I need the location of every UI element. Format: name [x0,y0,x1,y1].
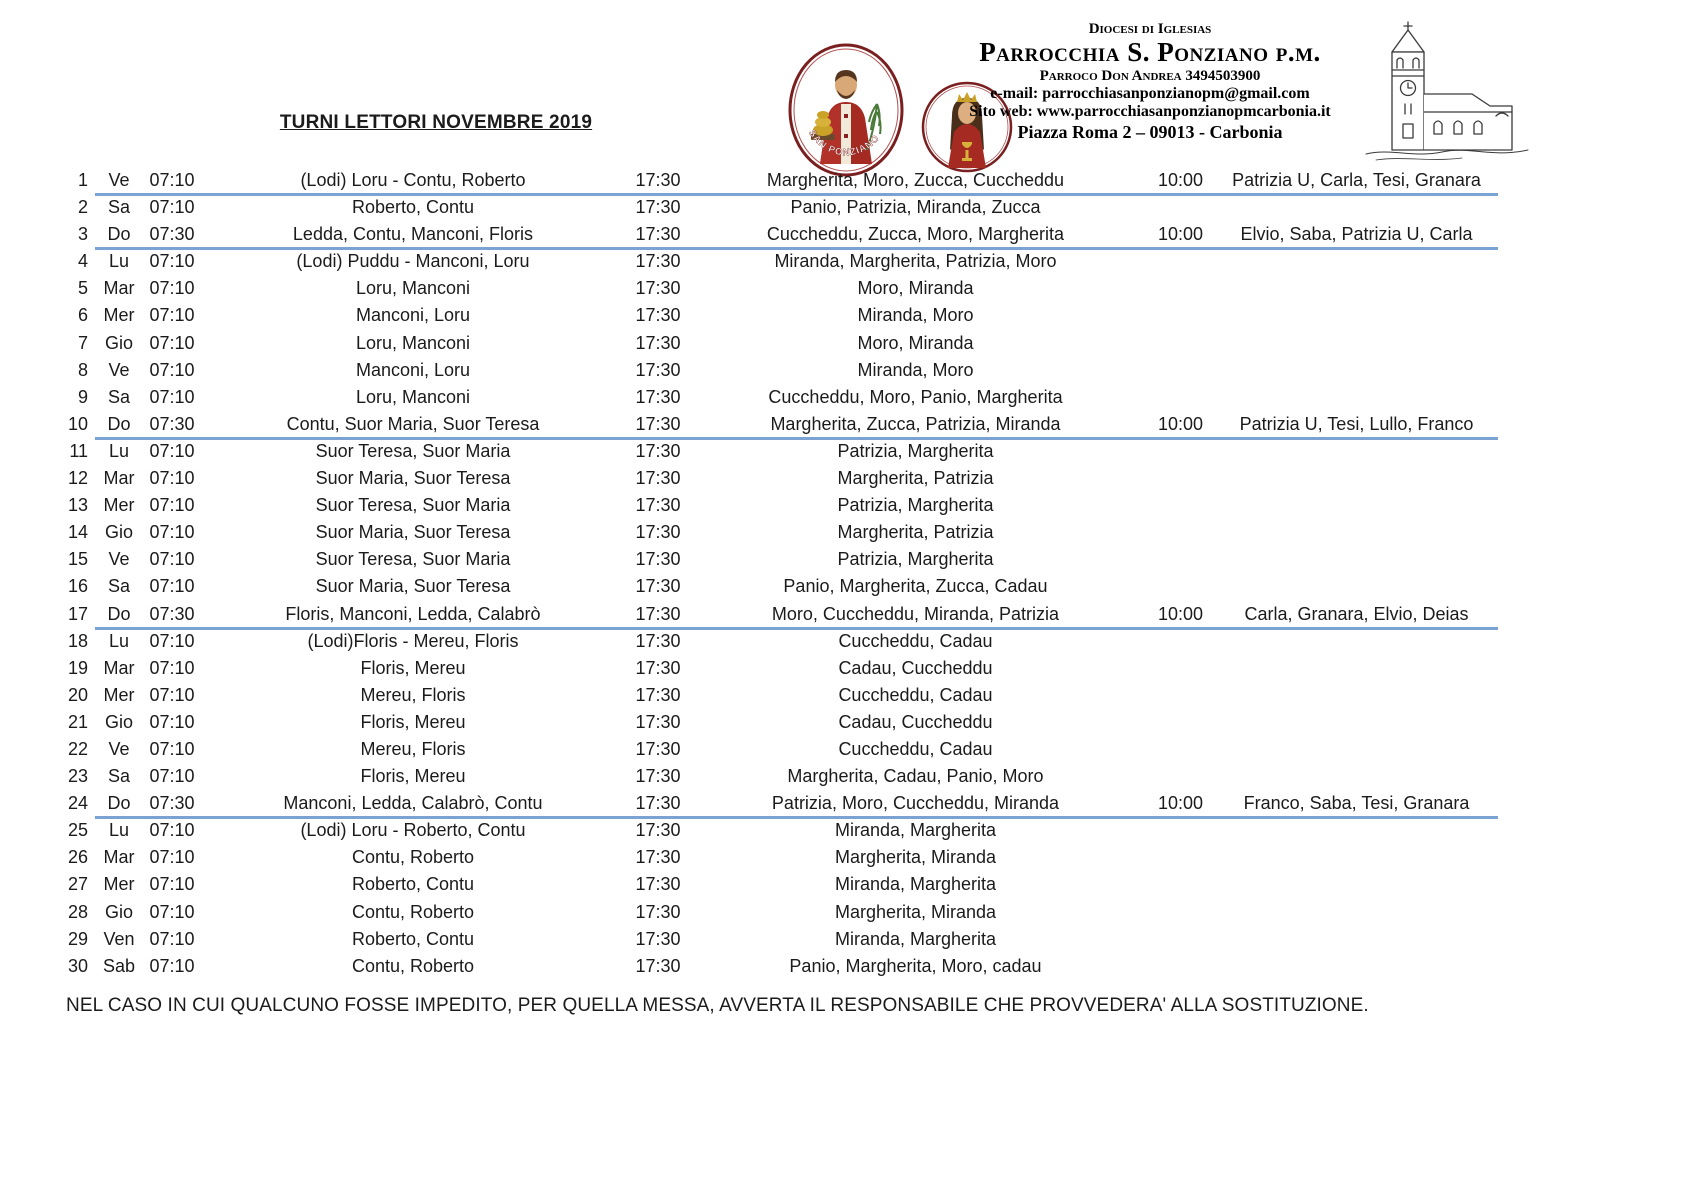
cell-morning-lectors: Contu, Roberto [351,901,475,922]
cell-evening-time: 17:30 [635,630,681,651]
cell-morning-time: 07:10 [149,766,195,787]
schedule-row [58,763,1500,790]
cell-day-abbrev: Ven [103,928,135,949]
cell-evening-time: 17:30 [635,278,681,299]
schedule-row [58,601,1500,628]
cell-day-number: 27 [67,874,88,895]
cell-evening-lectors: Patrizia, Margherita [837,495,994,516]
cell-morning-time: 07:10 [149,576,195,597]
cell-day-abbrev: Do [107,413,131,434]
cell-day-abbrev: Mar [103,278,135,299]
church-drawing [1362,20,1532,168]
cell-morning-lectors: Loru, Manconi [355,386,471,407]
cell-day-number: 15 [67,549,88,570]
cell-morning-lectors: Roberto, Contu [351,928,475,949]
cell-evening-lectors: Patrizia, Margherita [837,549,994,570]
cell-morning-lectors: Roberto, Contu [351,874,475,895]
cell-day-number: 16 [67,576,88,597]
schedule-row [58,628,1500,655]
schedule-row [58,357,1500,384]
schedule-row [58,519,1500,546]
cell-day-number: 17 [67,603,88,624]
cell-morning-time: 07:10 [149,251,195,272]
cell-late-morning-lectors: Franco, Saba, Tesi, Granara [1243,793,1470,814]
cell-day-abbrev: Mar [103,657,135,678]
cell-morning-time: 07:30 [149,413,195,434]
cell-evening-time: 17:30 [635,603,681,624]
schedule-row [58,330,1500,357]
schedule-row [58,194,1500,221]
cell-evening-lectors: Cuccheddu, Zucca, Moro, Margherita [766,224,1065,245]
schedule-row [58,384,1500,411]
schedule-table [58,167,1500,980]
cell-morning-lectors: Mereu, Floris [360,738,466,759]
cell-morning-time: 07:10 [149,386,195,407]
parish-header [940,20,1360,143]
cell-day-number: 10 [67,413,88,434]
cell-morning-lectors: (Lodi) Loru - Contu, Roberto [300,170,526,190]
schedule-row [58,248,1500,275]
cell-evening-time: 17:30 [635,386,681,407]
cell-day-abbrev: Gio [104,901,133,922]
cell-day-abbrev: Lu [108,630,130,651]
cell-day-number: 9 [77,386,88,407]
cell-evening-time: 17:30 [635,955,681,976]
cell-evening-lectors: Miranda, Margherita, Patrizia, Moro [774,251,1057,272]
schedule-row [58,465,1500,492]
cell-morning-time: 07:10 [149,874,195,895]
cell-evening-lectors: Margherita, Zucca, Patrizia, Miranda [770,413,1061,434]
cell-morning-time: 07:10 [149,955,195,976]
cell-late-morning-lectors: Patrizia U, Carla, Tesi, Granara [1232,170,1481,190]
schedule-row [58,573,1500,600]
cell-morning-time: 07:30 [149,603,195,624]
cell-evening-lectors: Miranda, Margherita [834,928,997,949]
cell-evening-time: 17:30 [635,170,681,190]
schedule-row [58,682,1500,709]
cell-late-morning-lectors: Carla, Granara, Elvio, Deias [1244,603,1469,624]
cell-day-number: 24 [67,793,88,814]
cell-evening-lectors: Panio, Margherita, Moro, cadau [789,955,1042,976]
cell-evening-time: 17:30 [635,305,681,326]
cell-evening-lectors: Margherita, Patrizia [837,522,994,543]
schedule-row [58,275,1500,302]
cell-day-number: 12 [67,468,88,489]
cell-morning-time: 07:10 [149,197,195,218]
cell-morning-lectors: Suor Teresa, Suor Maria [315,495,511,516]
cell-day-number: 7 [77,332,88,353]
cell-day-abbrev: Mar [103,847,135,868]
cell-day-abbrev: Mer [103,684,135,705]
cell-evening-lectors: Moro, Miranda [857,332,974,353]
cell-day-number: 30 [67,955,88,976]
cell-day-number: 18 [67,630,88,651]
cell-evening-lectors: Cuccheddu, Cadau [838,630,993,651]
schedule-row [58,899,1500,926]
cell-day-abbrev: Ve [108,738,130,759]
cell-evening-lectors: Panio, Margherita, Zucca, Cadau [783,576,1048,597]
schedule-row [58,492,1500,519]
cell-evening-lectors: Patrizia, Margherita [837,440,994,461]
schedule-row [58,167,1500,194]
cell-morning-time: 07:10 [149,468,195,489]
cell-evening-lectors: Cuccheddu, Cadau [838,738,993,759]
substitution-note: NEL CASO IN CUI QUALCUNO FOSSE IMPEDITO, PER QUELLA MESSA, AVVERTA IL RESPONSABILE CHE PROVVEDERA' ALLA SOSTITUZIONE. [66,995,1369,1016]
cell-evening-time: 17:30 [635,495,681,516]
cell-morning-lectors: Floris, Manconi, Ledda, Calabrò [285,603,541,624]
cell-morning-lectors: Suor Maria, Suor Teresa [315,576,511,597]
schedule-row [58,709,1500,736]
cell-evening-time: 17:30 [635,332,681,353]
cell-evening-time: 17:30 [635,413,681,434]
cell-late-morning-lectors: Elvio, Saba, Patrizia U, Carla [1240,224,1473,245]
cell-day-abbrev: Lu [108,251,130,272]
cell-evening-time: 17:30 [635,874,681,895]
cell-late-morning-lectors: Patrizia U, Tesi, Lullo, Franco [1239,413,1474,434]
cell-day-abbrev: Ve [108,359,130,380]
san-ponziano-medallion-image [787,42,905,178]
cell-evening-lectors: Cuccheddu, Moro, Panio, Margherita [768,386,1063,407]
cell-morning-lectors: Loru, Manconi [355,278,471,299]
cell-morning-time: 07:10 [149,738,195,759]
cell-day-abbrev: Mar [103,468,135,489]
cell-day-abbrev: Do [107,224,131,245]
cell-evening-time: 17:30 [635,928,681,949]
cell-evening-lectors: Cadau, Cuccheddu [838,711,993,732]
cell-day-number: 22 [67,738,88,759]
schedule-row [58,411,1500,438]
cell-morning-time: 07:10 [149,901,195,922]
cell-morning-lectors: Manconi, Ledda, Calabrò, Contu [283,793,543,814]
cell-evening-time: 17:30 [635,440,681,461]
cell-day-number: 20 [67,684,88,705]
cell-evening-lectors: Miranda, Margherita [834,874,997,895]
schedule-row [58,790,1500,817]
cell-day-number: 23 [67,766,88,787]
cell-late-morning-time: 10:00 [1157,793,1204,814]
schedule-row [58,871,1500,898]
schedule-row [58,926,1500,953]
cell-morning-lectors: Contu, Suor Maria, Suor Teresa [286,413,540,434]
cell-day-number: 26 [67,847,88,868]
schedule-row [58,736,1500,763]
cell-evening-time: 17:30 [635,901,681,922]
cell-day-number: 6 [77,305,88,326]
cell-morning-time: 07:10 [149,549,195,570]
cell-evening-lectors: Cuccheddu, Cadau [838,684,993,705]
cell-morning-lectors: Suor Teresa, Suor Maria [315,549,511,570]
cell-evening-lectors: Miranda, Moro [857,359,974,380]
cell-morning-lectors: Floris, Mereu [360,711,466,732]
cell-evening-lectors: Miranda, Moro [857,305,974,326]
cell-day-number: 19 [67,657,88,678]
cell-day-number: 25 [67,820,88,841]
cell-evening-lectors: Cadau, Cuccheddu [838,657,993,678]
cell-day-number: 5 [77,278,88,299]
cell-morning-time: 07:10 [149,495,195,516]
cell-morning-time: 07:10 [149,820,195,841]
cell-evening-time: 17:30 [635,738,681,759]
schedule-row [58,817,1500,844]
cell-morning-lectors: Loru, Manconi [355,332,471,353]
cell-evening-time: 17:30 [635,576,681,597]
cell-evening-time: 17:30 [635,847,681,868]
cell-evening-time: 17:30 [635,684,681,705]
schedule-row [58,953,1500,980]
cell-evening-time: 17:30 [635,657,681,678]
cell-evening-time: 17:30 [635,711,681,732]
cell-day-number: 3 [77,224,88,245]
cell-day-number: 2 [77,197,88,218]
cell-day-abbrev: Gio [104,711,133,732]
cell-morning-lectors: Manconi, Loru [355,359,471,380]
cell-morning-time: 07:10 [149,928,195,949]
cell-morning-lectors: Roberto, Contu [351,197,475,218]
cell-day-number: 8 [77,359,88,380]
cell-evening-time: 17:30 [635,251,681,272]
cell-late-morning-time: 10:00 [1157,170,1204,190]
schedule-row [58,844,1500,871]
cell-late-morning-time: 10:00 [1157,413,1204,434]
cell-morning-time: 07:10 [149,684,195,705]
cell-day-number: 28 [67,901,88,922]
cell-evening-time: 17:30 [635,766,681,787]
cell-morning-time: 07:10 [149,278,195,299]
cell-evening-time: 17:30 [635,522,681,543]
cell-morning-time: 07:10 [149,170,195,190]
cell-day-number: 13 [67,495,88,516]
pastor-line: Parroco Don Andrea 3494503900 [1039,68,1261,84]
cell-morning-lectors: Suor Teresa, Suor Maria [315,440,511,461]
cell-day-abbrev: Gio [104,332,133,353]
schedule-row [58,546,1500,573]
cell-morning-time: 07:10 [149,630,195,651]
cell-evening-lectors: Margherita, Patrizia [837,468,994,489]
parish-name: Parrocchia S. Ponziano p.m. [979,37,1321,67]
cell-morning-time: 07:10 [149,359,195,380]
cell-morning-time: 07:10 [149,522,195,543]
svg-text:SAN PONZIANO: SAN PONZIANO [806,128,882,159]
cell-evening-lectors: Margherita, Miranda [834,847,997,868]
cell-day-abbrev: Lu [108,820,130,841]
schedule-row [58,438,1500,465]
cell-day-abbrev: Mer [103,874,135,895]
cell-day-number: 11 [69,440,88,461]
cell-day-number: 14 [67,522,88,543]
cell-evening-time: 17:30 [635,197,681,218]
cell-evening-lectors: Panio, Patrizia, Miranda, Zucca [790,197,1041,218]
cell-day-abbrev: Sab [102,955,136,976]
website-line: Sito web: www.parrocchiasanponzianopmcarbonia.it [969,103,1331,120]
cell-evening-lectors: Margherita, Moro, Zucca, Cuccheddu [766,170,1065,190]
cell-day-abbrev: Lu [108,440,130,461]
cell-morning-lectors: Ledda, Contu, Manconi, Floris [292,224,534,245]
cell-morning-time: 07:10 [149,711,195,732]
cell-morning-lectors: (Lodi) Loru - Roberto, Contu [300,820,526,841]
cell-evening-lectors: Margherita, Miranda [834,901,997,922]
cell-morning-time: 07:10 [149,332,195,353]
cell-morning-time: 07:10 [149,847,195,868]
cell-morning-time: 07:30 [149,224,195,245]
cell-morning-time: 07:30 [149,793,195,814]
cell-morning-lectors: Manconi, Loru [355,305,471,326]
schedule-row [58,221,1500,248]
cell-late-morning-time: 10:00 [1157,603,1204,624]
cell-late-morning-time: 10:00 [1157,224,1204,245]
cell-day-abbrev: Ve [108,170,130,190]
cell-morning-time: 07:10 [149,305,195,326]
cell-day-abbrev: Mer [103,305,135,326]
cell-day-abbrev: Mer [103,495,135,516]
email-line: e-mail: parrocchiasanponzianopm@gmail.com [990,85,1310,102]
cell-morning-lectors: Mereu, Floris [360,684,466,705]
cell-day-abbrev: Sa [107,766,131,787]
cell-day-abbrev: Do [107,603,131,624]
cell-morning-lectors: Suor Maria, Suor Teresa [315,522,511,543]
cell-day-abbrev: Do [107,793,131,814]
address-line: Piazza Roma 2 – 09013 - Carbonia [1017,122,1283,142]
cell-day-number: 29 [67,928,88,949]
cell-morning-lectors: (Lodi)Floris - Mereu, Floris [307,630,519,651]
cell-evening-time: 17:30 [635,793,681,814]
cell-day-abbrev: Sa [107,386,131,407]
cell-morning-lectors: Contu, Roberto [351,955,475,976]
page-title: TURNI LETTORI NOVEMBRE 2019 [279,112,593,133]
cell-morning-lectors: Suor Maria, Suor Teresa [315,468,511,489]
cell-evening-time: 17:30 [635,549,681,570]
cell-day-number: 1 [77,170,88,190]
cell-day-number: 21 [67,711,88,732]
cell-evening-lectors: Patrizia, Moro, Cuccheddu, Miranda [771,793,1060,814]
cell-evening-time: 17:30 [635,468,681,489]
cell-morning-time: 07:10 [149,440,195,461]
cell-morning-time: 07:10 [149,657,195,678]
cell-morning-lectors: Floris, Mereu [360,657,466,678]
cell-morning-lectors: Floris, Mereu [360,766,466,787]
cell-evening-lectors: Moro, Miranda [857,278,974,299]
cell-evening-lectors: Margherita, Cadau, Panio, Moro [787,766,1044,787]
cell-day-abbrev: Gio [104,522,133,543]
cell-evening-lectors: Moro, Cuccheddu, Miranda, Patrizia [771,603,1060,624]
diocese-line: Diocesi di Iglesias [1088,21,1212,37]
schedule-row [58,302,1500,329]
cell-morning-lectors: Contu, Roberto [351,847,475,868]
cell-day-abbrev: Ve [108,549,130,570]
cell-day-abbrev: Sa [107,197,131,218]
cell-day-number: 4 [77,251,88,272]
cell-evening-lectors: Miranda, Margherita [834,820,997,841]
cell-morning-lectors: (Lodi) Puddu - Manconi, Loru [296,251,530,272]
cell-evening-time: 17:30 [635,820,681,841]
cell-day-abbrev: Sa [107,576,131,597]
cell-evening-time: 17:30 [635,359,681,380]
schedule-row [58,655,1500,682]
cell-evening-time: 17:30 [635,224,681,245]
